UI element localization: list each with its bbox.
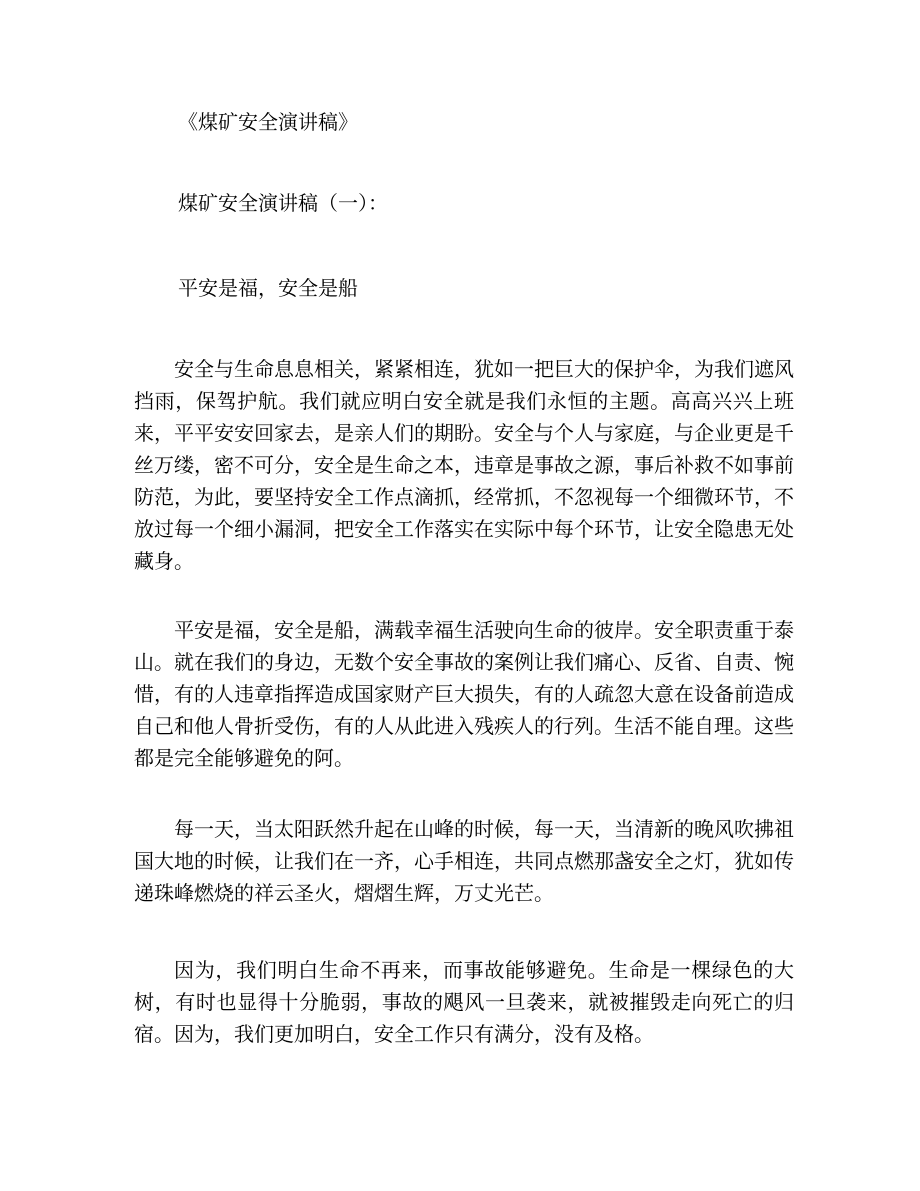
paragraph-4: 因为，我们明白生命不再来，而事故能够避免。生命是一棵绿色的大树，有时也显得十分脆弱，事故的飓风一旦袭来，就被摧毁走向死亡的归宿。因为，我们更加明白，安全工作只有满分，没有及格。 bbox=[134, 958, 794, 1046]
document-title: 《煤矿安全演讲稿》 bbox=[178, 110, 358, 134]
section-heading: 平安是福，安全是船 bbox=[178, 276, 358, 300]
paragraph-2: 平安是福，安全是船，满载幸福生活驶向生命的彼岸。安全职责重于泰山。就在我们的身边，无数个安全事故的案例让我们痛心、反省、自责、惋惜，有的人违章指挥造成国家财产巨大损失，有的人疏忽大意在设备前造成自己和他人骨折受伤，有的人从此进入残疾人的行列。生活不能自理。这些都是完全能够避免的阿。 bbox=[134, 618, 794, 770]
document-subtitle: 煤矿安全演讲稿（一）： bbox=[178, 191, 388, 215]
paragraph-1: 安全与生命息息相关，紧紧相连，犹如一把巨大的保护伞，为我们遮风挡雨，保驾护航。我们就应明白安全就是我们永恒的主题。高高兴兴上班来，平平安安回家去，是亲人们的期盼。安全与个人与家庭，与企业更是千丝万缕，密不可分，安全是生命之本，违章是事故之源，事后补救不如事前防范，为此，要坚持安全工作点滴抓，经常抓，不忽视每一个细微环节，不放过每一个细小漏洞，把安全工作落实在实际中每个环节，让安全隐患无处藏身。 bbox=[134, 357, 794, 573]
paragraph-3: 每一天，当太阳跃然升起在山峰的时候，每一天，当清新的晚风吹拂祖国大地的时候，让我们在一齐，心手相连，共同点燃那盏安全之灯，犹如传递珠峰燃烧的祥云圣火，熠熠生辉，万丈光芒。 bbox=[134, 817, 794, 905]
